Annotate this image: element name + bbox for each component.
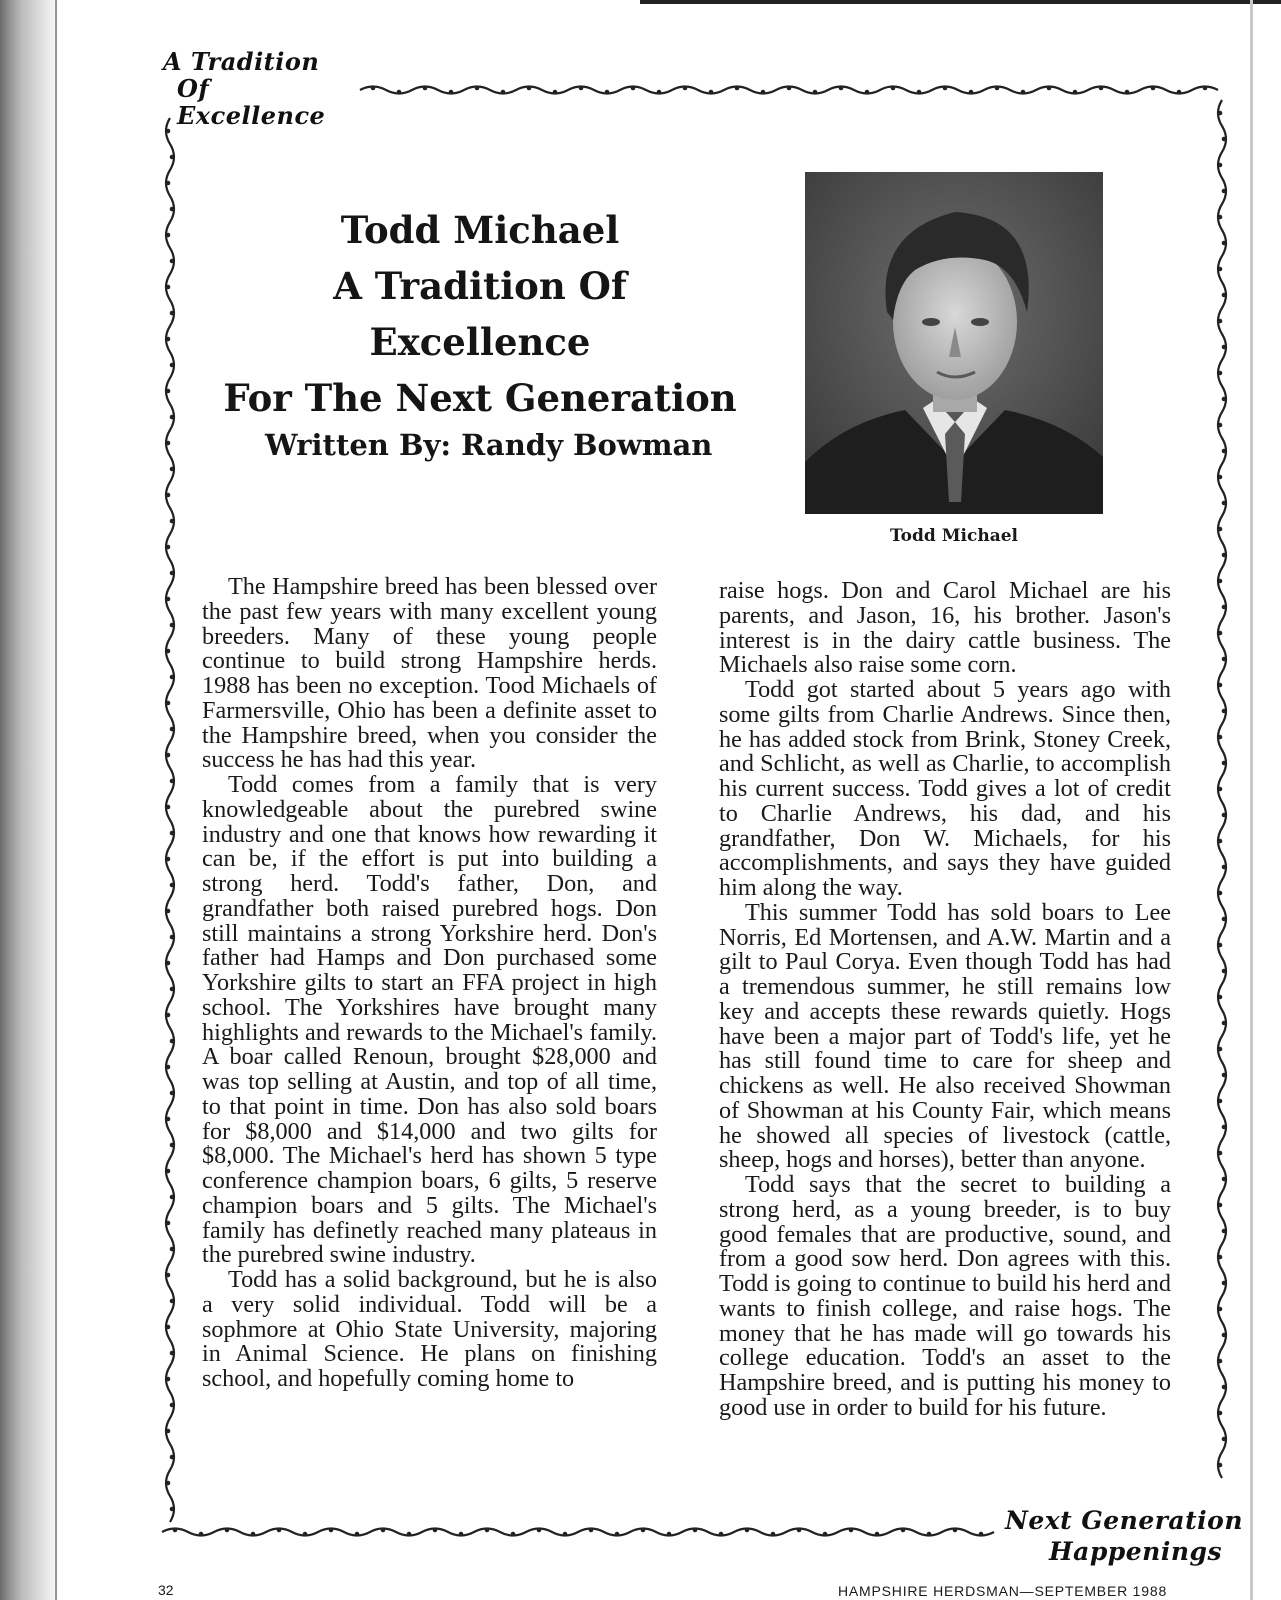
border-bottom-scroll: [162, 1528, 994, 1537]
paragraph: Todd comes from a family that is very knowledgeable about the purebred swine industry and one that knows how rewarding it can be, if the effort is put into building a strong herd. Todd's father, Don, and grandfather both raised purebred hogs. Don still maintains a strong Yorkshire herd. Don's father had Hamps and Don purchased some Yorkshire gilts to start an FFA project in high school. The Yorkshires have brought many highlights and rewards to the Michael's family. A boar called Renoun, brought $28,000 and was top selling at Austin, and top of all time, to that point in time. Don has also sold boars for $8,000 and $14,000 and two gilts for $8,000. The Michael's herd has shown 5 type conference champion boars, 6 gilts, 5 reserve champion boars and 5 gilts. The Michael's family has definetly reached many plateaus in the purebred swine industry.: [202, 771, 657, 1269]
series-logo-line-2: Of Excellence: [177, 74, 326, 130]
photo-caption: Todd Michael: [889, 526, 1018, 546]
scroll-line: [162, 1529, 994, 1536]
series-logo-line-1: Next Generation: [1005, 1506, 1244, 1535]
paragraph: raise hogs. Don and Carol Michael are his parents, and Jason, 16, his brother. Jason's interest is in the dairy cattle business. The Michaels also raise some corn.: [719, 577, 1171, 679]
title-line: Todd Michael: [340, 208, 620, 252]
title-line: For The Next Generation: [223, 376, 737, 420]
series-logo-line-2: Happenings: [1049, 1537, 1223, 1566]
paragraph: Todd has a solid background, but he is also a very solid individual. Todd will be a sophmore at Ohio State University, majoring in Animal Science. He plans on finishing school, and hopefully coming home to: [202, 1266, 657, 1392]
border-top-scroll: [360, 86, 1218, 95]
border-right-scroll: [1218, 100, 1227, 1478]
paragraph: Todd got started about 5 years ago with some gilts from Charlie Andrews. Since then, he has added stock from Brink, Stoney Creek, and Schlicht, as well as Charlie, to accomplish his current success. Todd gives a lot of credit to Charlie Andrews, his dad, and his grandfather, Don W. Michaels, for his accomplishments, and says they have guided him along the way.: [719, 676, 1171, 901]
paragraph: Todd says that the secret to building a strong herd, as a young breeder, is to buy good females that are productive, sound, and from a good sow herd. Don agrees with this. Todd is going to continue to build his herd and wants to finish college, and raise hogs. The money that he has made will go towards his college education. Todd's an asset to the Hampshire breed, and is putting his money to good use in order to build for his future.: [719, 1171, 1171, 1421]
publication-footer: HAMPSHIRE HERDSMAN—SEPTEMBER 1988: [838, 1583, 1168, 1599]
series-logo-bottom: [1005, 1505, 1245, 1567]
portrait-photo: [805, 172, 1103, 514]
page-number: 32: [158, 1582, 174, 1598]
byline: Written By: Randy Bowman: [265, 428, 713, 462]
border-left-scroll: [166, 118, 175, 1522]
title-line: A Tradition Of: [333, 264, 627, 308]
paragraph: The Hampshire breed has been blessed over the past few years with many excellent young breeders. Many of these young people continue to build strong Hampshire herds. 1988 has been no exception. Tood Michaels of Farmersville, Ohio has been a definite asset to the Hampshire breed, when you consider the success he has had this year.: [202, 573, 657, 774]
article-column-left: [202, 575, 657, 1392]
series-logo-top: [163, 48, 363, 129]
article-title: [190, 202, 770, 426]
title-line: Excellence: [369, 320, 591, 364]
scroll-line: [166, 118, 174, 1522]
article-column-right: [719, 579, 1171, 1421]
series-logo-line-1: A Tradition: [163, 47, 320, 76]
paragraph: This summer Todd has sold boars to Lee Norris, Ed Mortensen, and A.W. Martin and a gilt to Paul Corya. Even though Todd has had a tremendous summer, he still remains low key and accepts these rewards quietly. Hogs have been a major part of Todd's life, yet he has still found time to care for sheep and chickens as well. He also received Showman of Showman at his County Fair, which means he showed all species of livestock (cattle, sheep, hogs and horses), better than anyone.: [719, 898, 1171, 1174]
